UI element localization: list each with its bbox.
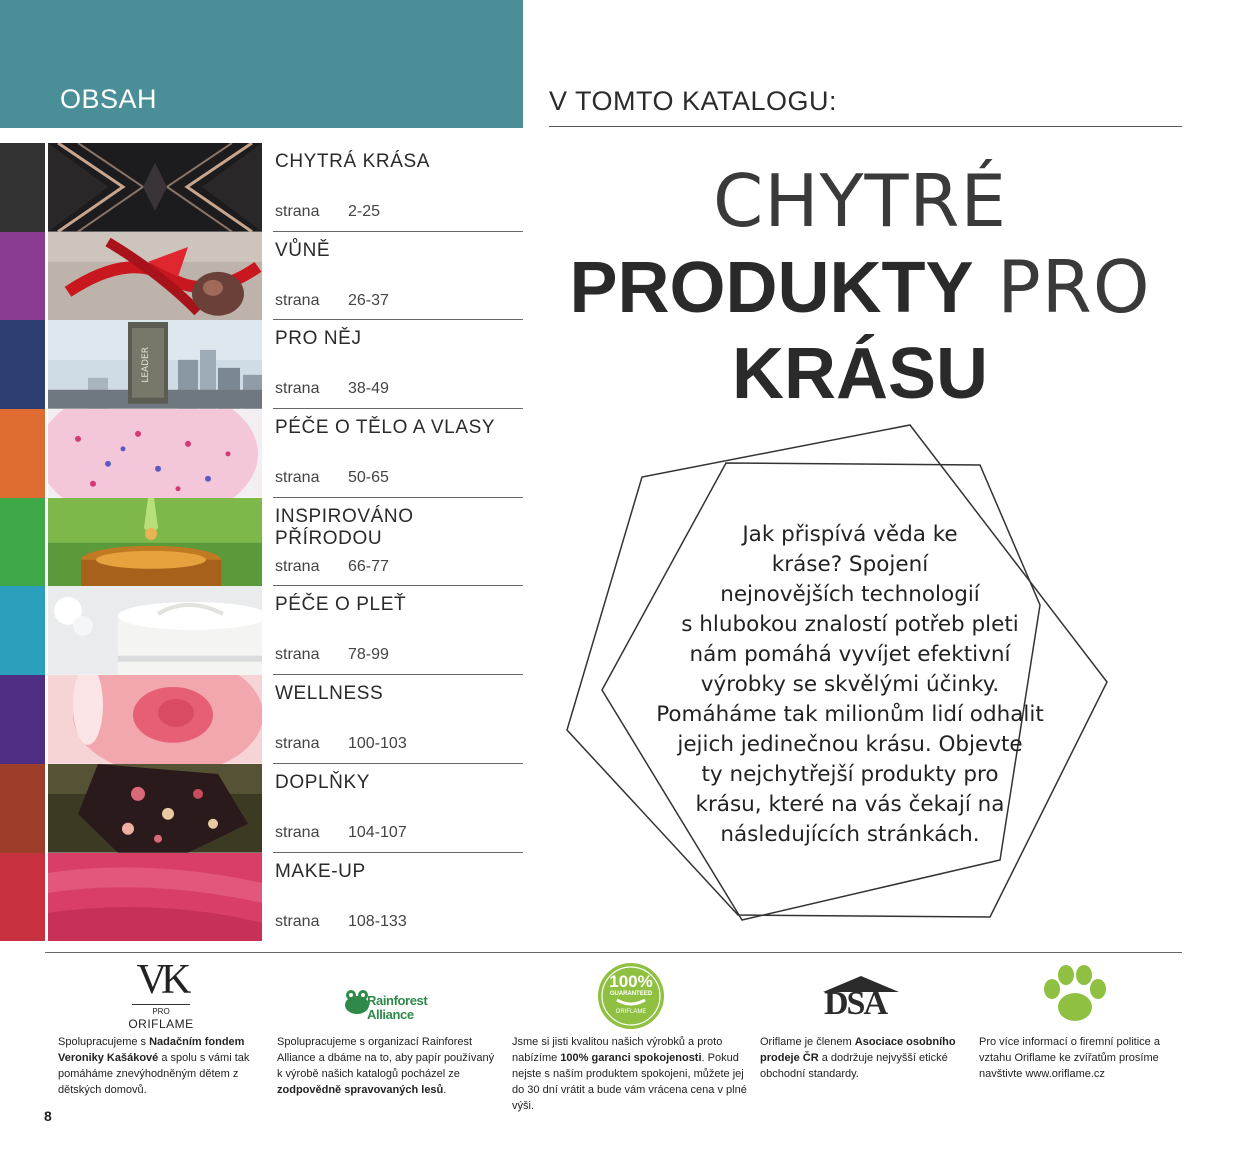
- toc-item-label: VŮNĚ: [275, 239, 331, 261]
- red-ribbon-perfume-image: [48, 232, 262, 321]
- heading-divider: [549, 126, 1182, 127]
- contents-title: OBSAH: [60, 84, 158, 114]
- toc-item-wellness[interactable]: [0, 675, 523, 764]
- toc-page-range: 108-133: [348, 912, 407, 930]
- headline-line-2-bold: PRODUKTY: [569, 248, 974, 328]
- toc-item-pro-nej[interactable]: [0, 320, 523, 409]
- intro-line: Jak přispívá věda ke: [742, 522, 958, 547]
- section-color-strip: [0, 409, 45, 498]
- toc-item-label: WELLNESS: [275, 683, 384, 705]
- toc-page-range: 78-99: [348, 646, 389, 664]
- footer-guarantee-text-2: . Pokud nejste s naším produktem spokojeni, můžete jej do 30 dní vrátit a bude vám vrácena cena v plné výši.: [512, 1052, 747, 1112]
- toc-item-pece-o-plet[interactable]: [0, 586, 523, 675]
- headline-line-3: KRÁSU: [731, 334, 988, 414]
- toc-item-inspirovano-prirodou[interactable]: [0, 498, 523, 587]
- headline-line-1: CHYTRÉ: [713, 159, 1007, 243]
- toc-page-word: strana: [275, 469, 320, 487]
- toc-item-pece-o-telo[interactable]: [0, 409, 523, 498]
- toc-item-label: PRO NĚJ: [275, 328, 362, 350]
- oil-drop-jar-image: [48, 498, 262, 587]
- pink-drink-image: [48, 675, 262, 764]
- toc-page-range: 66-77: [348, 557, 389, 575]
- section-color-strip: [0, 320, 45, 409]
- toc-page-range: 50-65: [348, 469, 389, 487]
- intro-line: kráse? Spojení: [771, 552, 929, 577]
- catalog-intro-heading: V TOMTO KATALOGU:: [549, 86, 838, 116]
- pink-gel-texture-image: [48, 409, 262, 498]
- footer-dsa-text-2: a dodržuje nejvyšší etické obchodní standardy.: [760, 1052, 948, 1080]
- paw-print-icon: [1042, 965, 1108, 1025]
- intro-line: nejnovějších technologií: [720, 582, 980, 607]
- table-of-contents: [0, 143, 523, 941]
- rainforest-logo-line-2: Alliance: [367, 1007, 414, 1022]
- intro-line: s hlubokou znalostí potřeb pleti: [681, 612, 1019, 637]
- toc-page-range: 26-37: [348, 291, 389, 309]
- floral-scarf-image: [48, 764, 262, 853]
- intro-line: výrobky se skvělými účinky.: [700, 672, 1000, 697]
- toc-page-word: strana: [275, 203, 320, 220]
- vk-logo-oriflame: ORIFLAME: [128, 1017, 194, 1031]
- footer-dsa-text: [760, 1034, 970, 1082]
- intro-line: následujících stránkách.: [720, 822, 980, 847]
- intro-line: jejich jedinečnou krásu. Objevte: [677, 732, 1023, 757]
- toc-page-word: strana: [275, 735, 320, 753]
- vk-pro-oriflame-logo: [128, 958, 194, 1034]
- dsa-logo-text: DSA: [824, 985, 887, 1022]
- toc-page-word: strana: [275, 823, 320, 841]
- footer-rainforest-text: [277, 1034, 497, 1098]
- rainforest-logo-line-1: Rainforest: [367, 993, 428, 1008]
- toc-page-word: strana: [275, 291, 320, 309]
- cream-jar-image: [48, 586, 262, 675]
- footer-divider: [45, 952, 1182, 953]
- toc-item-label: INSPIROVÁNO PŘÍRODOU: [275, 505, 414, 549]
- footer-guarantee-text-1: Jsme si jisti kvalitou našich výrobků a proto nabízíme: [512, 1036, 723, 1064]
- footer-guarantee-text-bold: 100% garanci spokojenosti: [560, 1052, 702, 1064]
- footer-charity-text-1: Spolupracujeme s: [58, 1036, 150, 1048]
- intro-line: nám pomáhá vyvíjet efektivní: [689, 642, 1011, 667]
- section-color-strip: [0, 853, 45, 942]
- toc-page-word: strana: [275, 557, 320, 575]
- intro-paragraph: [640, 520, 1060, 850]
- footer-rainforest-text-2: .: [443, 1084, 447, 1096]
- satisfaction-guarantee-badge: [597, 962, 665, 1030]
- toc-page-word: strana: [275, 380, 320, 398]
- toc-item-chytra-krasa[interactable]: [0, 143, 523, 232]
- section-color-strip: [0, 675, 45, 764]
- section-color-strip: [0, 498, 45, 587]
- footer-dsa-text-bold: Asociace osobního prodeje ČR: [760, 1036, 956, 1064]
- footer-guarantee-text: [512, 1034, 748, 1114]
- toc-item-label: MAKE-UP: [275, 860, 366, 882]
- toc-item-label: PÉČE O TĚLO A VLASY: [275, 417, 496, 439]
- guarantee-badge-brand: ORIFLAME: [615, 1009, 647, 1015]
- footer-dsa-text-1: Oriflame je členem: [760, 1036, 855, 1048]
- footer-animal-policy-text: [979, 1034, 1179, 1082]
- section-color-strip: [0, 764, 45, 853]
- toc-item-label: CHYTRÁ KRÁSA: [275, 151, 431, 172]
- section-color-strip: [0, 143, 45, 232]
- vk-monogram: VK: [136, 957, 186, 1003]
- section-color-strip: [0, 232, 45, 321]
- toc-item-make-up[interactable]: [0, 853, 523, 942]
- intro-line: krásu, které na vás čekají na: [695, 792, 1005, 817]
- toc-page-range: 2-25: [348, 203, 381, 220]
- pink-lipstick-texture-image: [48, 853, 262, 942]
- footer-charity-text-bold: Nadačním fondem Veroniky Kašákové: [58, 1036, 245, 1064]
- dsa-logo: [822, 975, 900, 1022]
- footer-rainforest-text-bold: zodpovědně spravovaných lesů: [277, 1084, 444, 1096]
- toc-page-range: 100-103: [348, 735, 407, 753]
- intro-line: ty nejchytřejší produkty pro: [701, 762, 999, 787]
- footer-charity-text: [58, 1034, 262, 1098]
- vk-logo-rule: [132, 1004, 190, 1005]
- contents-header-band: [0, 0, 523, 128]
- headline: [540, 158, 1180, 417]
- footer-charity-text-2: a spolu s vámi tak pomáháme znevýhodněným dětem z dětských domovů.: [58, 1052, 250, 1096]
- toc-item-vune[interactable]: [0, 232, 523, 321]
- page-number: 8: [44, 1108, 52, 1124]
- headline-line-2: [540, 244, 1180, 331]
- intro-line: Pomáháme tak milionům lidí odhalit: [656, 702, 1044, 727]
- toc-page-word: strana: [275, 646, 320, 664]
- footer-rainforest-text-1: Spolupracujeme s organizací Rainforest Alliance a dbáme na to, aby papír používaný k výrobě našich katalogů pocházel ze: [277, 1036, 495, 1080]
- toc-page-word: strana: [275, 912, 320, 930]
- toc-page-range: 104-107: [348, 823, 407, 841]
- toc-page-range: 38-49: [348, 380, 389, 398]
- headline-line-2-light: PRO: [973, 245, 1151, 329]
- toc-item-label: DOPLŇKY: [275, 771, 371, 793]
- guarantee-badge-percent: 100%: [609, 972, 653, 991]
- footer-animal-policy-text-1: Pro více informací o firemní politice a vztahu Oriflame ke zvířatům prosíme navštivte www.oriflame.cz: [979, 1036, 1160, 1080]
- leader-fragrance-city-image: [48, 320, 262, 409]
- svg-text:LEADER: LEADER: [140, 347, 152, 383]
- section-color-strip: [0, 586, 45, 675]
- toc-item-label: PÉČE O PLEŤ: [275, 594, 407, 616]
- chevron-pattern-image: [48, 143, 262, 232]
- toc-item-doplnky[interactable]: [0, 764, 523, 853]
- guarantee-badge-label: GUARANTEED: [609, 991, 653, 997]
- rainforest-alliance-logo: [343, 985, 453, 1025]
- vk-logo-pro: PRO: [152, 1007, 170, 1016]
